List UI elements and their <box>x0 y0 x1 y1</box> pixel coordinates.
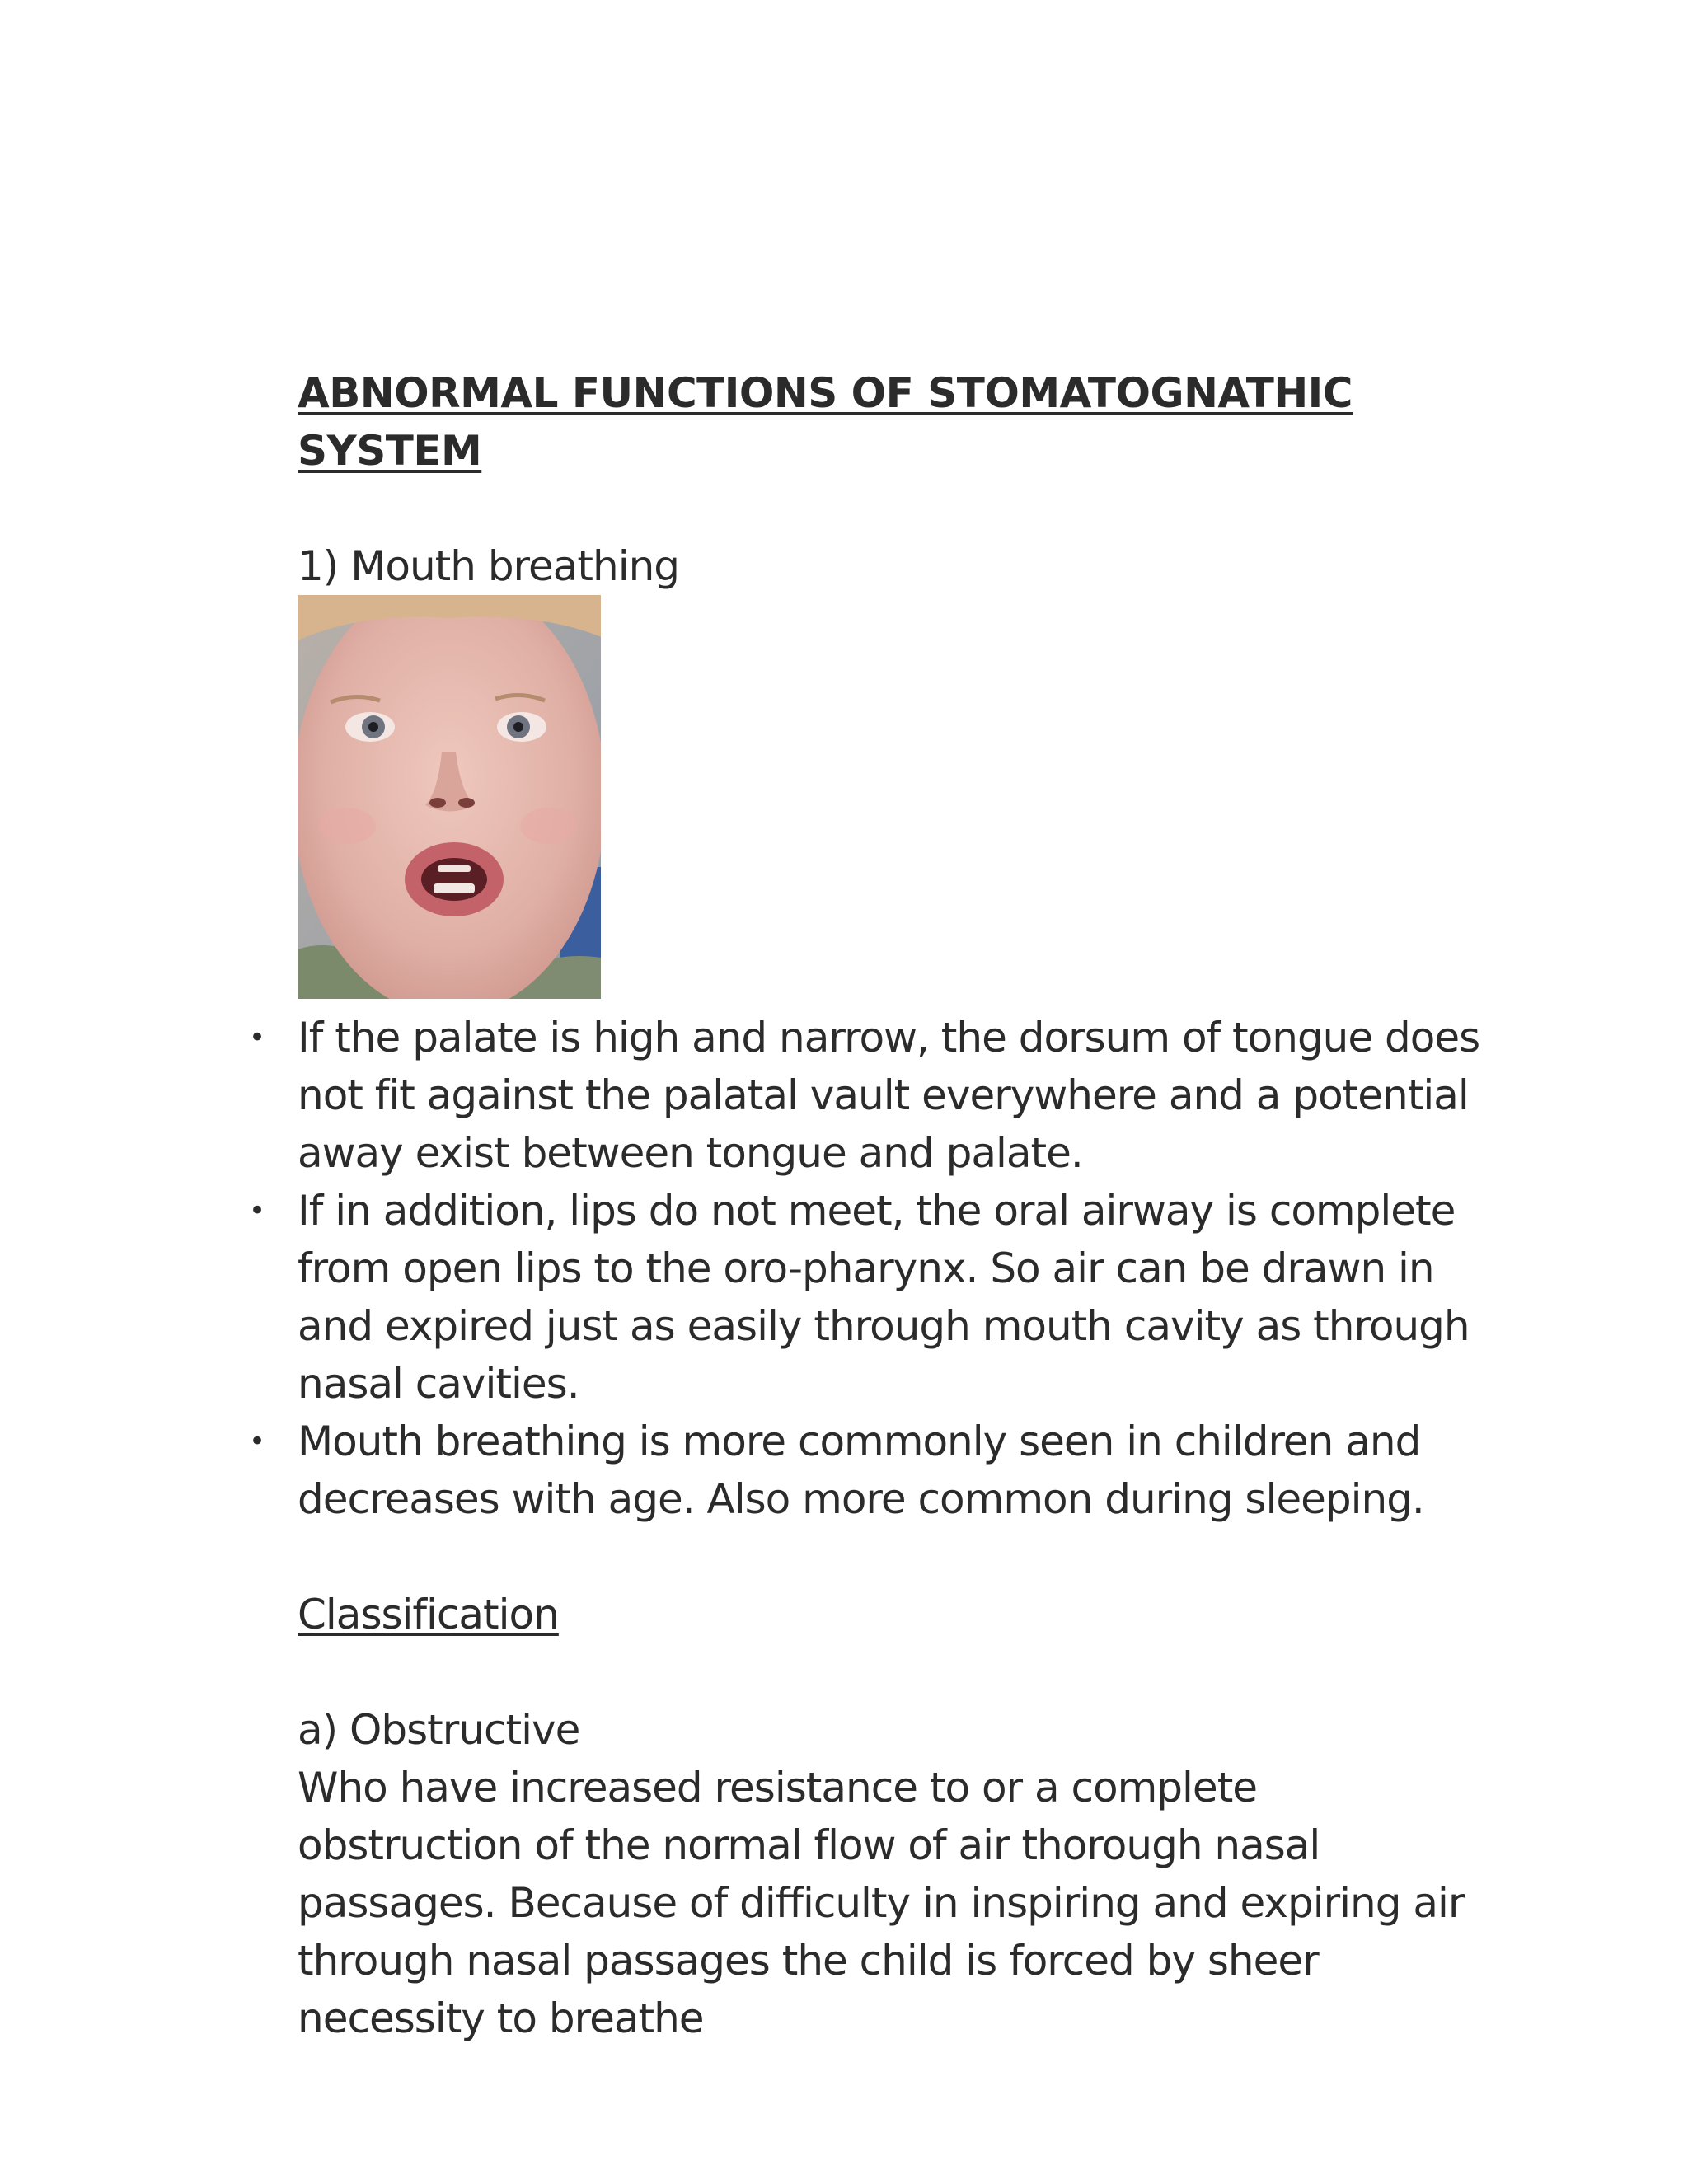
child-mouth-breathing-photo <box>298 595 601 999</box>
list-item <box>249 1009 1493 1182</box>
list-item-text: Mouth breathing is more commonly seen in children and decreases with age. Also more common during sleeping. <box>298 1418 1424 1523</box>
bullet-icon: • <box>249 1021 265 1054</box>
list-item <box>249 1413 1493 1528</box>
subsection-heading: a) Obstructive <box>298 1706 580 1754</box>
bullet-list <box>249 1009 1493 1528</box>
list-item <box>249 1182 1493 1413</box>
classification-heading: Classification <box>298 1591 559 1638</box>
page-title: ABNORMAL FUNCTIONS OF STOMATOGNATHIC SYSTEM <box>298 369 1353 475</box>
list-item-text: If the palate is high and narrow, the dorsum of tongue does not fit against the palatal vault everywhere and a potential away exist between tongue and palate. <box>298 1014 1480 1177</box>
list-item-text: If in addition, lips do not meet, the oral airway is complete from open lips to the oro-pharynx. So air can be drawn in and expired just as easily through mouth cavity as through nasal cavities. <box>298 1187 1470 1408</box>
bullet-icon: • <box>249 1194 265 1227</box>
body-paragraph: Who have increased resistance to or a complete obstruction of the normal flow of air thorough nasal passages. Because of difficulty in inspiring and expiring air through nasal passages the child is forced by sheer necessity to breathe <box>298 1764 1465 2042</box>
section-heading: 1) Mouth breathing <box>298 542 680 590</box>
document-content <box>249 364 1493 2047</box>
bullet-icon: • <box>249 1425 265 1458</box>
